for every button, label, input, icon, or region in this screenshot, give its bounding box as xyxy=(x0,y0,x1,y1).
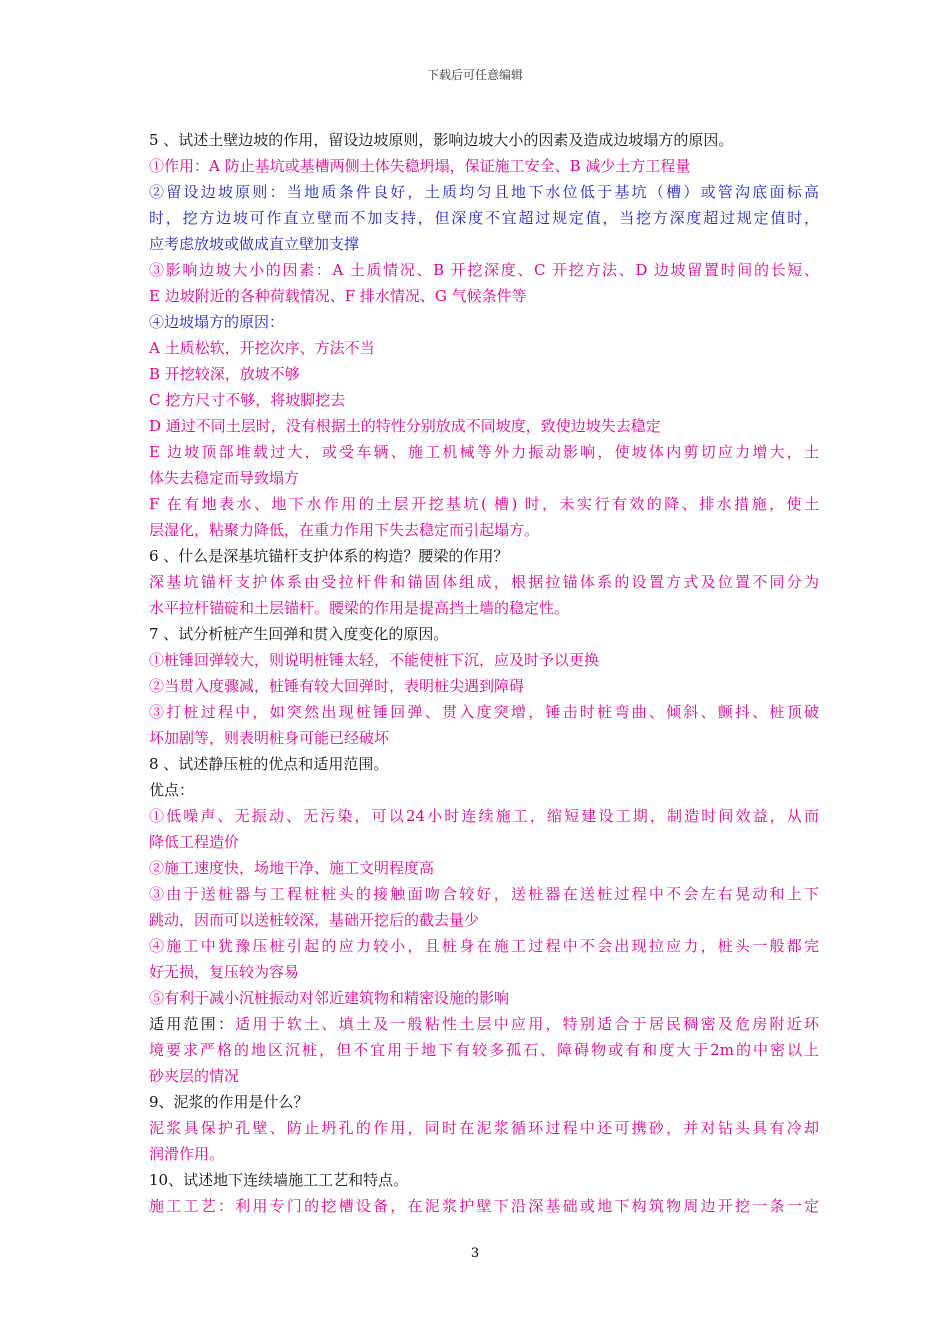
text-line: ④边坡塌方的原因： xyxy=(149,313,285,331)
text-line: ③由于送桩器与工程桩桩头的接触面吻合较好，送桩器在送桩过程中不会左右晃动和上下 xyxy=(149,885,819,903)
document-body xyxy=(149,127,819,1219)
text-line: A 土质松软，开挖次序、方法不当 xyxy=(149,339,375,357)
text-line: E 边坡顶部堆载过大，或受车辆、施工机械等外力振动影响，使坡体内剪切应力增大，土 xyxy=(149,443,819,461)
text-line: 坏加剧等，则表明桩身可能已经破坏 xyxy=(149,729,390,747)
text-line: 优点： xyxy=(149,781,195,799)
text-line: 体失去稳定而导致塌方 xyxy=(149,469,300,487)
text-line: 应考虑放坡或做成直立壁加支撑 xyxy=(149,235,360,253)
text-line: ②当贯入度骤减，桩锤有较大回弹时，表明桩尖遇到障碍 xyxy=(149,677,525,695)
text-line: ④施工中犹豫压桩引起的应力较小，且桩身在施工过程中不会出现拉应力，桩头一般都完 xyxy=(149,937,819,955)
text-line: ②留设边坡原则：当地质条件良好，土质均匀且地下水位低于基坑（槽）或管沟底面标高 xyxy=(149,183,819,201)
text-line: ①低噪声、无振动、无污染，可以24小时连续施工，缩短建设工期，制造时间效益，从而 xyxy=(149,807,819,825)
text-line: 润滑作用。 xyxy=(149,1145,225,1163)
line-text: 适用于软土、填土及一般粘性土层中应用，特别适合于居民稠密及危房附近环 xyxy=(235,1015,819,1033)
text-line: F 在有地表水、地下水作用的土层开挖基坑( 槽) 时，未实行有效的降、排水措施，使土 xyxy=(149,495,819,513)
text-line: 深基坑锚杆支护体系由受拉杆件和锚固体组成，根据拉锚体系的设置方式及位置不同分为 xyxy=(149,573,819,591)
text-line: 6 、什么是深基坑锚杆支护体系的构造？腰梁的作用？ xyxy=(149,547,509,565)
text-line: 5 、试述土壁边坡的作用，留设边坡原则，影响边坡大小的因素及造成边坡塌方的原因。 xyxy=(149,131,734,149)
page-header: 下载后可任意编辑 xyxy=(426,68,523,82)
text-line: 施工工艺：利用专门的挖槽设备，在泥浆护壁下沿深基础或地下构筑物周边开挖一条一定 xyxy=(149,1197,819,1215)
text-line: 8 、试述静压桩的优点和适用范围。 xyxy=(149,755,389,773)
text-line: 跳动，因而可以送桩较深，基础开挖后的截去量少 xyxy=(149,911,480,929)
text-line: 10、试述地下连续墙施工工艺和特点。 xyxy=(149,1171,409,1189)
text-line: 砂夹层的情况 xyxy=(149,1067,240,1085)
text-line: 层湿化，粘聚力降低，在重力作用下失去稳定而引起塌方。 xyxy=(149,521,540,539)
text-line: ③影响边坡大小的因素：A 土质情况、B 开挖深度、C 开挖方法、D 边坡留置时间的长短、 xyxy=(149,261,819,279)
text-line: ②施工速度快，场地干净、施工文明程度高 xyxy=(149,859,435,877)
line-label: 适用范围： xyxy=(149,1015,236,1033)
text-line: 好无损，复压较为容易 xyxy=(149,963,300,981)
text-line: ⑤有利于减小沉桩振动对邻近建筑物和精密设施的影响 xyxy=(149,989,510,1007)
text-line: 水平拉杆锚碇和土层锚杆。腰梁的作用是提高挡土墙的稳定性。 xyxy=(149,599,570,617)
text-line: ①作用：A 防止基坑或基槽两侧土体失稳坍塌，保证施工安全、B 减少土方工程量 xyxy=(149,157,691,175)
text-line: E 边坡附近的各种荷载情况、F 排水情况、G 气候条件等 xyxy=(149,287,527,305)
text-line: ③打桩过程中，如突然出现桩锤回弹、贯入度突增，锤击时桩弯曲、倾斜、颤抖、桩顶破 xyxy=(149,703,819,721)
text-line xyxy=(149,1011,819,1037)
text-line: D 通过不同土层时，没有根据土的特性分别放成不同坡度，致使边坡失去稳定 xyxy=(149,417,661,435)
text-line: 9、泥浆的作用是什么？ xyxy=(149,1093,309,1111)
page-number: 3 xyxy=(470,1246,480,1261)
text-line: 7 、试分析桩产生回弹和贯入度变化的原因。 xyxy=(149,625,449,643)
text-line: 泥浆具保护孔壁、防止坍孔的作用，同时在泥浆循环过程中还可携砂，并对钻头具有冷却 xyxy=(149,1119,819,1137)
text-line: 时，挖方边坡可作直立壁而不加支持，但深度不宜超过规定值，当挖方深度超过规定值时， xyxy=(149,209,819,227)
text-line: C 挖方尺寸不够，将坡脚挖去 xyxy=(149,391,346,409)
text-line: 降低工程造价 xyxy=(149,833,240,851)
text-line: 境要求严格的地区沉桩，但不宜用于地下有较多孤石、障碍物或有和度大于2m的中密以上 xyxy=(149,1041,819,1059)
text-line: ①桩锤回弹较大，则说明桩锤太轻，不能使桩下沉，应及时予以更换 xyxy=(149,651,600,669)
text-line: B 开挖较深，放坡不够 xyxy=(149,365,300,383)
